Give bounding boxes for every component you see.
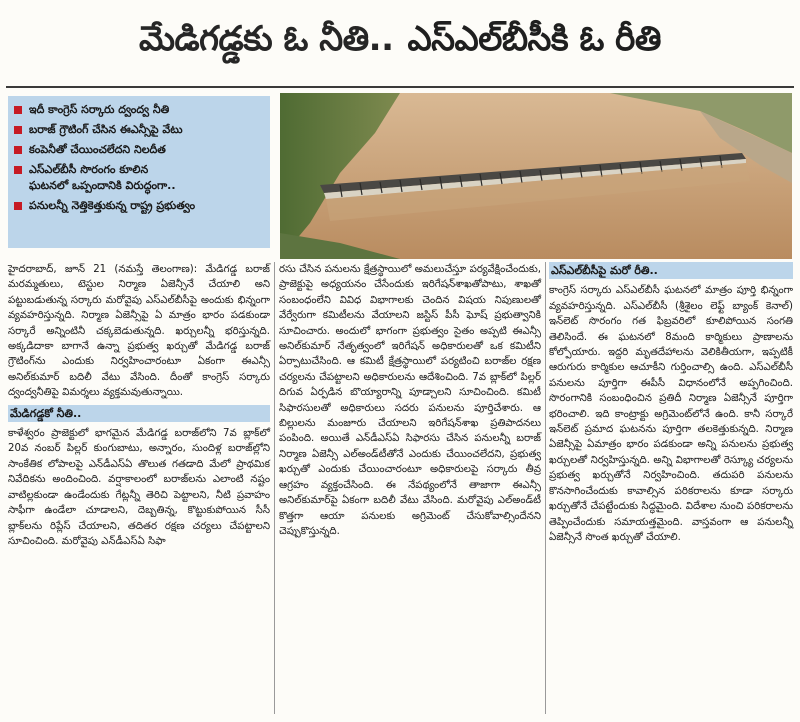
red-square-icon — [14, 202, 22, 210]
column-divider — [545, 262, 546, 714]
headline-left: మేడిగడ్డకు ఓ నీతి.. — [139, 19, 394, 59]
headline — [0, 0, 800, 86]
committee-paragraph: రసు చేసిన పనులను క్షేత్రస్థాయిలో అమలుచేస్తూ పర్యవేక్షించేందుకు, ప్రాజెక్టుపై అధ్యయనం చేసేందుకు ఇరిగేషన్‌శాఖతోపాటు, శాఖతో సంబంధంలేని వివిధ విభాగాలకు చెందిన విషయ నిపుణులతో వేర్వేరుగా కమిటీలను వేయాలని జస్టిస్‌ పీసీ ఘోష్‌ ప్రభుత్వానికి సూచించారు. అందులో భాగంగా ప్రభుత్వం సైతం అప్పటి ఈఎన్సీ అనిల్‌కుమార్‌ నేతృత్వంలో ఇరిగేషన్‌ అధికారులతో ఒక కమిటీని ఏర్పాటుచేసింది. ఆ కమిటీ క్షేత్రస్థాయిలో పర్యటించి బరాజ్‌ల రక్షణ చర్యలను చేపట్టాలని అధికారులను ఆదేశించింది. 7వ బ్లాక్‌లో పిల్లర్‌ దిగువ ఏర్పడిన బొయ్యారాన్ని పూడ్చాలని సూచించింది. కమిటీ సిఫారసులతో అధికారులు సదరు పనులను పూర్తిచేశారు. ఆ బిల్లులను మంజూరు చేయాలని ఇరిగేషన్‌శాఖ ప్రతిపాదనలు పంపింది. అయితే ఎన్‌డీఎస్‌ఏ సిఫారసు చేసిన పనులన్నీ బరాజ్‌ నిర్మాణ ఏజెన్సీ ఎల్‌అండ్‌టీతోనే ఎందుకు చేయించలేదని, ప్రభుత్వ ఖర్చుతో ఎందుకు చేయించారంటూ అధికారులపై సర్కారు తీవ్ర ఆగ్రహం వ్యక్తంచేసింది. ఈ నేపథ్యంలోనే తాజాగా ఈఎన్సీ అనిల్‌కుమార్‌పై ఏకంగా బదిలీ వేటు వేసింది. మరోవైపు ఎల్‌అండ్‌టీ కొత్తగా ఆయా పనులకు అగ్రిమెంట్‌ చేసుకోవాల్సిందేనని చెప్పుకొస్తున్నది. — [279, 264, 541, 537]
column-2 — [279, 262, 541, 539]
highlights-box — [8, 96, 270, 248]
headline-divider — [6, 86, 794, 88]
medigadda-paragraph: కాళేశ్వరం ప్రాజెక్టులో భాగమైన మేడిగడ్డ బరాజ్‌లోని 7వ బ్లాక్‌లో 20వ నంబర్‌ పిల్లర్‌ కుంగుబాటు, అన్నారం, సుందిళ్ల బరాజ్‌ల్లోని సాంకేతిక లోపాలపై ఎన్‌డీఎస్‌ఏ తొలుత గతడాది మేలో ప్రాథమిక నివేదికను అందించింది. వర్షాకాలంలో బరాజ్‌లను ఎలాంటి నష్టం వాటిల్లకుండా ఉండేందుకు గేట్లన్నీ తెరిచి పెట్టాలని, నీటి ప్రవాహం సాఫీగా ఉండేలా చూడాలని, దెబ్బతిన్న, కొట్టుకుపోయిన సీసీ బ్లాక్‌లను రిప్లేస్‌ చేయాలని, తదితర రక్షణ చర్యలు చేపట్టాలని సూచించింది. మరోవైపు ఎన్‌డీఎస్‌ఏ సిఫా — [8, 428, 270, 547]
highlight-item: పనులన్నీ నెత్తికెత్తుకున్న రాష్ట్ర ప్రభుత్వం — [14, 198, 264, 213]
slbc-paragraph: కాంగ్రెస్‌ సర్కారు ఎస్‌ఎల్‌బీసీ ఘటనలో మాత్రం పూర్తి భిన్నంగా వ్యవహరిస్తున్నది. ఎస్‌ఎల్‌బీసీ (శ్రీశైలం లెఫ్ట్‌ బ్యాంక్‌ కెనాల్‌) ఇన్‌లెట్‌ సొరంగం గత ఫిబ్రవరిలో కూలిపోయిన సంగతి తెలిసిందే. ఈ ఘటనలో 8మంది కార్మికులు ప్రాణాలను కోల్పోయారు. ఇద్దరి మృతదేహాలను వెలికితీయగా, ఇప్పటికీ ఆరుగురు కార్మికుల ఆచూకీని గుర్తించాల్సి ఉంది. ఎస్‌ఎల్‌బీసీ పనులను పూర్తిగా ఈపీసీ విధానంలోనే అప్పగించింది. సొరంగానికి సంబంధించిన ప్రతిదీ నిర్మాణ ఏజెన్సీనే పూర్తిగా భరించాలి. ఇది కాంట్రాక్టు అగ్రిమెంట్‌లోనే ఉంది. కానీ సర్కారే ఇన్‌లెట్‌ ప్రమాద ఘటనను పూర్తిగా తలకెత్తుకున్నది. నిర్మాణ ఏజెన్సీపై ఏమాత్రం భారం పడకుండా అన్ని పనులను ప్రభుత్వ ఖర్చులతో నిర్వహిస్తున్నది. అన్ని విభాగాలతో రెస్క్యూ చర్యలను ప్రభుత్వ ఖర్చుతోనే నిర్వహించింది. తదుపరి పనులను కొనసాగించేందుకు కావాల్సిన పరికరాలను కూడా సర్కారు ఖర్చుతోనే చేపట్టేందుకు సిద్ధమైంది. విదేశాల నుంచి పరికరాలను తెప్పించేందుకు సమాయత్తమైంది. వాస్తవంగా ఆ పనులన్నీ ఏజెన్సీనే సొంత ఖర్చుతో చేయాలి. — [549, 285, 793, 543]
highlight-item: ఎస్‌ఎల్‌బీసీ సొరంగం కూలిన — [14, 162, 264, 177]
red-square-icon — [14, 166, 22, 174]
column-divider — [274, 262, 275, 714]
headline-right: ఎస్‌ఎల్‌బీసీకి ఓ రీతి — [407, 19, 661, 59]
red-square-icon — [14, 126, 22, 134]
subheading-slbc: ఎస్‌ఎల్‌బీసీపై మరో రీతి.. — [549, 262, 793, 279]
barrage-photo — [280, 93, 792, 259]
column-1 — [8, 262, 270, 549]
red-square-icon — [14, 146, 22, 154]
highlight-continuation: ఘటనలో ఒప్పందానికి విరుద్ధంగా.. — [29, 179, 176, 192]
highlight-item: ఇదీ కాంగ్రెస్‌ సర్కారు ద్వంద్వ నీతి — [14, 102, 264, 117]
subheading-medigadda: మేడిగడ్డకో నీతి.. — [8, 405, 270, 422]
red-square-icon — [14, 106, 22, 114]
highlight-item: కంపెనీతో చేయించలేదని నిలదీత — [14, 142, 264, 157]
column-3 — [549, 262, 793, 545]
intro-paragraph: హైదరాబాద్‌, జూన్‌ 21 (నమస్తే తెలంగాణ): మేడిగడ్డ బరాజ్‌ మరమ్మతులు, టెస్టుల నిర్మాణ ఏజెన్సీనే చేయాలి అని పట్టుబడుతున్న సర్కారు మరోవైపు ఎస్‌ఎల్‌బీసీపై అందుకు భిన్నంగా వ్యవహరిస్తున్నది. నిర్మాణ ఏజెన్సీపై ఏ మాత్రం భారం పడకుండా సర్కారే అన్నింటినీ చక్కబెడుతున్నది. ఖర్చులన్నీ భరిస్తున్నది. అక్కడిదాకా బాగానే ఉన్నా ప్రభుత్వ ఖర్చుతో మేడిగడ్డ బరాజ్‌ గ్రౌటింగ్‌ను ఎందుకు నిర్వహించారంటూ ఏకంగా ఈఎన్సీ అనిల్‌కుమార్‌ బదిలీ వేటు వేసింది. దీంతో కాంగ్రెస్‌ సర్కారు ద్వంద్వనీతిపై విమర్శలు వ్యక్తమవుతున్నాయి. — [8, 264, 270, 399]
highlight-item: బరాజ్‌ గ్రౌటింగ్‌ చేసిన ఈఎన్సీపై వేటు — [14, 122, 264, 137]
